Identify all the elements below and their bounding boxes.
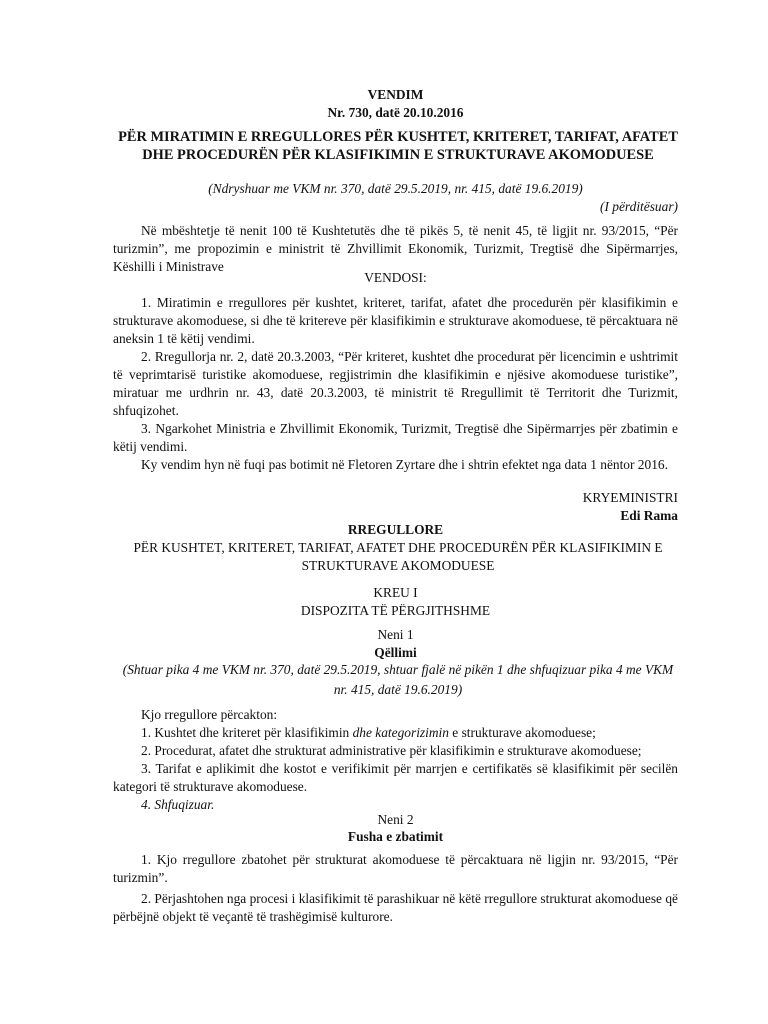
article-1-item-2: 2. Procedurat, afatet dhe strukturat administrative për klasifikimin e strukturave akomoduese; <box>141 743 642 758</box>
decision-item-2: 2. Rregullorja nr. 2, datë 20.3.2003, “Për kriteret, kushtet dhe procedurat për licencimin e ushtrimit të veprimtarisë turistike akomoduese, regjistrimin dhe klasifikimin e njësive akomoduese turistike”, miratuar me urdhrin nr. 43, datë 20.3.2003, të ministrit të Rregullimit të Territorit dhe Turizmit, shfuqizohet. <box>113 349 678 418</box>
decision-number-date: Nr. 730, datë 20.10.2016 <box>327 105 464 120</box>
signature-role: KRYEMINISTRI <box>582 490 678 505</box>
article-1-item-1-text-end: e strukturave akomoduese; <box>448 725 596 740</box>
vendosi-heading: VENDOSI: <box>364 270 427 285</box>
chapter-title: DISPOZITA TË PËRGJITHSHME <box>300 603 491 618</box>
article-2-item-2: 2. Përjashtohen nga procesi i klasifikimit të parashikuar në këtë rregullore strukturat akomoduese që përbëjnë objekt të veçantë të trashëgimisë kulturore. <box>113 891 678 924</box>
article-1-item-1 <box>113 724 678 742</box>
amendment-note: (Ndryshuar me VKM nr. 370, datë 29.5.2019, nr. 415, datë 19.6.2019) <box>208 181 583 196</box>
decision-effect: Ky vendim hyn në fuqi pas botimit në Fletoren Zyrtare dhe i shtrin efektet nga data 1 nëntor 2016. <box>141 457 668 472</box>
decision-heading: VENDIM <box>367 87 424 102</box>
regulation-title: RREGULLORE <box>347 522 444 537</box>
regulation-subtitle: PËR KUSHTET, KRITERET, TARIFAT, AFATET DHE PROCEDURËN PËR KLASIFIKIMIN E STRUKTURAVE AKOMODUESE <box>133 540 663 573</box>
article-2-label: Neni 2 <box>377 812 414 827</box>
article-1-item-1-emphasis: dhe kategorizimin <box>352 725 449 740</box>
signature-name: Edi Rama <box>620 508 678 523</box>
decision-title: PËR MIRATIMIN E RREGULLORES PËR KUSHTET, KRITERET, TARIFAT, AFATET DHE PROCEDURËN PËR KLASIFIKIMIN E STRUKTURAVE AKOMODUESE <box>118 129 678 163</box>
updated-note: (I përditësuar) <box>600 199 678 214</box>
article-2-body <box>113 851 678 926</box>
article-1-item-1-text: 1. Kushtet dhe kriteret për klasifikimin <box>141 725 353 740</box>
article-1-item-4: 4. Shfuqizuar. <box>141 797 215 812</box>
decision-item-1: 1. Miratimin e rregullores për kushtet, kriteret, tarifat, afatet dhe procedurën për klasifikimin e strukturave akomoduese, si dhe të kritereve për klasifikimin e strukturave akomoduese, të përcaktuara në aneksin 1 të këtij vendimi. <box>113 295 678 346</box>
article-1-note: (Shtuar pika 4 me VKM nr. 370, datë 29.5.2019, shtuar fjalë në pikën 1 dhe shfuqizuar pika 4 me VKM nr. 415, datë 19.6.2019) <box>122 662 674 697</box>
decisions-list <box>113 294 678 474</box>
chapter-label: KREU I <box>373 585 418 600</box>
article-1-title: Qëllimi <box>374 645 417 660</box>
article-1-body <box>113 706 678 814</box>
article-1-label: Neni 1 <box>377 627 414 642</box>
decision-item-3: 3. Ngarkohet Ministria e Zhvillimit Ekonomik, Turizmit, Tregtisë dhe Sipërmarrjes për zbatimin e këtij vendimi. <box>113 421 678 454</box>
article-2-item-1: 1. Kjo rregullore zbatohet për strukturat akomoduese të përcaktuara në ligjin nr. 93/2015, “Për turizmin”. <box>113 852 678 885</box>
article-2-title: Fusha e zbatimit <box>347 829 444 844</box>
preamble: Në mbështetje të nenit 100 të Kushtetutës dhe të pikës 5, të nenit 45, të ligjit nr. 93/2015, “Për turizmin”, me propozimin e ministrit të Zhvillimit Ekonomik, Turizmit, Tregtisë dhe Sipërmarrjes, Këshilli i Ministrave <box>113 223 678 274</box>
article-1-intro: Kjo rregullore përcakton: <box>141 707 278 722</box>
article-1-item-3: 3. Tarifat e aplikimit dhe kostot e verifikimit për marrjen e certifikatës së klasifikimit për secilën kategori të strukturave akomoduese. <box>113 761 678 794</box>
